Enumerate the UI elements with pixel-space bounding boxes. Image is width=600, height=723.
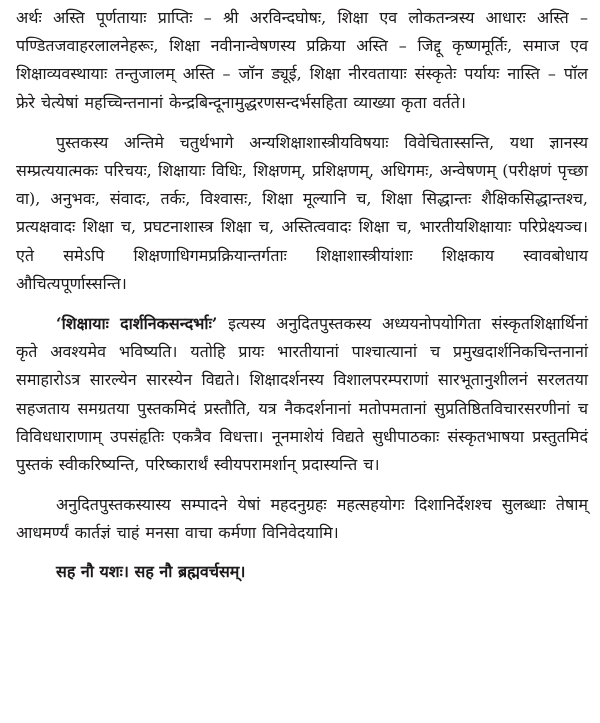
paragraph-3-text: इत्यस्य अनुदितपुस्तकस्य अध्ययनोपयोगिता संस्कृतशिक्षार्थिनां कृते अवश्यमेव भविष्यति। यतोहि प्रायः भारतीयानां पाश्चात्यानां च प्रमुखदार्शनिकचिन्तनानां समाहारोऽत्र सारल्येन सारस्येन विद्यते। शिक्षादर्शनस्य विशालपरम्पराणां सारभूतानुशीलनं सरलतया सहजताय समग्रतया पुस्तकमिदं प्रस्तौति, यत्र नैकदर्शनानां मतोपमतानां सुप्रतिष्ठितविचारसरणीनां च विविधधाराणाम् उपसंहृतिः एकत्रैव विधत्ता। नूनमाशेयं विद्यते सुधीपाठकाः संस्कृतभाषया प्रस्तुतमिदं पुस्तकं स्वीकरिष्यन्ति, परिष्कारार्थं स्वीयपरामर्शान् प्रदास्यन्ति च।: [16, 314, 588, 475]
paragraph-gap: [16, 117, 588, 129]
paragraph-2-text: पुस्तकस्य अन्तिमे चतुर्थभागे अन्यशिक्षाशास्त्रीयविषयाः विवेचितास्सन्ति, यथा ज्ञानस्य सम्प्रत्ययात्मकः परिचयः, शिक्षायाः विधिः, शिक्षणम्, प्रशिक्षणम्, अधिगमः, अन्वेषणम् (परीक्षणं पृच्छा वा), अनुभवः, संवादः, तर्कः, विश्वासः, शिक्षा मूल्यानि च, शिक्षा सिद्धान्तः शैक्षिकसिद्धान्तश्च, प्रत्यक्षवादः शिक्षा च, प्रघटनाशास्त्र शिक्षा च, अस्तित्ववादः शिक्षा च, भारतीयशिक्षायाः परिप्रेक्ष्यञ्च। एते समेऽपि शिक्षणाधिगमप्रक्रियान्तर्गताः शिक्षाशास्त्रीयांशाः शिक्षकाय स्वावबोधाय औचित्यपूर्णास्सन्ति।: [16, 132, 588, 293]
paragraph-gap: [16, 298, 588, 310]
paragraph-1: [16, 4, 588, 117]
paragraph-2: [16, 129, 588, 298]
paragraph-4-text: अनुदितपुस्तकस्यास्य सम्पादने येषां महदनुग्रहः महत्सहयोगः दिशानिर्देशश्च सुलब्धाः तेषाम् आधमर्ण्यं कार्तज्ञं चाहं मनसा वाचा कर्मणा विनिवेदयामि।: [16, 495, 588, 543]
paragraph-3: [16, 310, 588, 479]
book-title-quote: ‘शिक्षायाः दार्शनिकसन्दर्भाः’: [56, 314, 218, 334]
paragraph-4: [16, 491, 588, 547]
paragraph-gap: [16, 548, 588, 558]
closing-verse: सह नौ यशः। सह नौ ब्रह्मवर्चसम्।: [56, 561, 246, 581]
paragraph-gap: [16, 479, 588, 491]
paragraph-1-text: अर्थः अस्ति पूर्णतायाः प्राप्तिः – श्री अरविन्दघोषः, शिक्षा एव लोकतन्त्रस्य आधारः अस्ति – पण्डितजवाहरलालनेहरूः, शिक्षा नवीनान्वेषणस्य प्रक्रिया अस्ति – जिद्दू कृष्णमूर्तिः, समाज एव शिक्षाव्यवस्थायाः तन्तुजालम् अस्ति – जॉन ड्यूई, शिक्षा नीरवतायाः संस्कृतेः पर्यायः नास्ति – पॉल फ्रेरे चेत्येषां महच्चिन्तनानां केन्द्रबिन्दूनामुद्धरणसन्दर्भसहिता व्याख्या कृता वर्तते।: [16, 8, 588, 112]
